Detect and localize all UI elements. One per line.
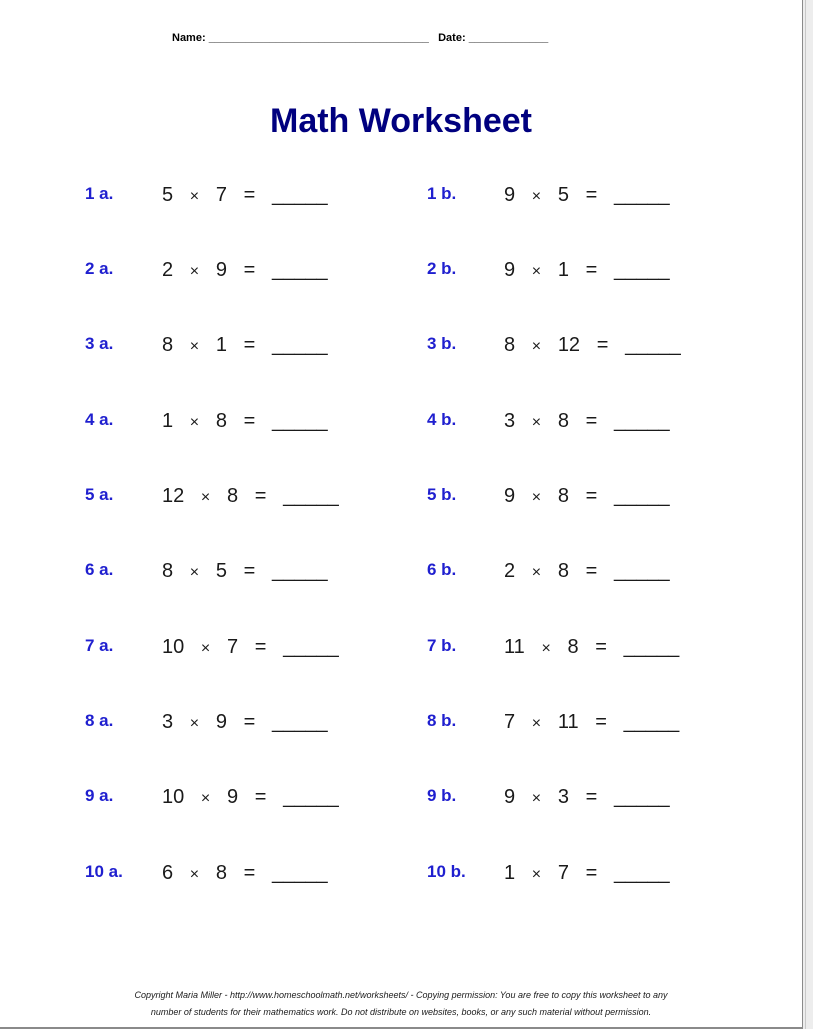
left-operand: 5 bbox=[162, 184, 174, 206]
equals-sign: = bbox=[243, 184, 256, 206]
times-sign: × bbox=[531, 188, 542, 205]
right-operand: 12 bbox=[557, 334, 581, 356]
times-sign: × bbox=[531, 564, 542, 581]
times-sign: × bbox=[189, 564, 200, 581]
equals-sign: = bbox=[585, 560, 598, 582]
problem-label: 9 b. bbox=[427, 786, 457, 805]
answer-blank: _____ bbox=[613, 184, 670, 206]
times-sign: × bbox=[200, 640, 211, 657]
equals-sign: = bbox=[595, 636, 607, 658]
equals-sign: = bbox=[585, 259, 598, 281]
problem-label: 3 b. bbox=[427, 334, 457, 353]
equals-sign: = bbox=[243, 862, 256, 884]
times-sign: × bbox=[189, 263, 200, 280]
footer-line-2: number of students for their mathematics work. Do not distribute on websites, books, or any such material without permission. bbox=[150, 1007, 652, 1017]
left-operand: 9 bbox=[504, 786, 516, 808]
right-operand: 1 bbox=[557, 259, 569, 281]
left-operand: 12 bbox=[162, 485, 185, 507]
answer-blank: _____ bbox=[271, 711, 328, 733]
left-operand: 2 bbox=[162, 259, 174, 281]
answer-blank: _____ bbox=[283, 636, 339, 658]
problem-label: 5 a. bbox=[85, 485, 114, 504]
answer-blank: _____ bbox=[271, 184, 328, 206]
problem-label: 2 a. bbox=[85, 259, 114, 278]
equals-sign: = bbox=[585, 184, 598, 206]
multiplication-expression bbox=[504, 410, 670, 433]
multiplication-expression bbox=[504, 334, 681, 357]
left-operand: 1 bbox=[162, 410, 174, 432]
times-sign: × bbox=[531, 338, 542, 355]
right-operand: 8 bbox=[557, 410, 569, 432]
problem-label: 3 a. bbox=[85, 334, 114, 353]
left-operand: 6 bbox=[162, 862, 174, 884]
multiplication-expression bbox=[504, 636, 679, 659]
left-operand: 10 bbox=[162, 786, 185, 808]
answer-blank: _____ bbox=[271, 862, 328, 884]
right-operand: 11 bbox=[557, 711, 579, 733]
times-sign: × bbox=[189, 715, 200, 732]
times-sign: × bbox=[531, 790, 542, 807]
multiplication-expression bbox=[504, 560, 670, 583]
equals-sign: = bbox=[585, 786, 598, 808]
times-sign: × bbox=[189, 866, 200, 883]
problem-label: 7 b. bbox=[427, 636, 457, 655]
answer-blank: _____ bbox=[271, 560, 328, 582]
equals-sign: = bbox=[243, 711, 256, 733]
name-blank: ____________________________________ bbox=[208, 32, 429, 44]
answer-blank: _____ bbox=[623, 636, 680, 658]
page-title: Math Worksheet bbox=[270, 102, 532, 140]
problem-label: 1 a. bbox=[85, 184, 114, 203]
right-operand: 8 bbox=[226, 485, 239, 507]
left-operand: 8 bbox=[162, 560, 174, 582]
equals-sign: = bbox=[585, 485, 598, 507]
problem-label: 10 a. bbox=[85, 862, 123, 881]
times-sign: × bbox=[531, 263, 542, 280]
left-operand: 9 bbox=[504, 259, 516, 281]
right-operand: 8 bbox=[557, 560, 569, 582]
equals-sign: = bbox=[254, 485, 267, 507]
answer-blank: _____ bbox=[613, 862, 670, 884]
problem-4-b bbox=[0, 410, 802, 440]
problem-label: 8 a. bbox=[85, 711, 114, 730]
date-blank: _____________ bbox=[468, 32, 549, 44]
right-operand: 8 bbox=[567, 636, 579, 658]
problem-label: 4 b. bbox=[427, 410, 457, 429]
problem-10-b bbox=[0, 862, 802, 892]
answer-blank: _____ bbox=[613, 786, 670, 808]
footer-line-1: Copyright Maria Miller - http://www.homeschoolmath.net/worksheets/ - Copying permission: You are free to copy this worksheet to any bbox=[134, 990, 668, 1000]
answer-blank: _____ bbox=[613, 485, 670, 507]
equals-sign: = bbox=[243, 259, 256, 281]
times-sign: × bbox=[531, 715, 542, 732]
multiplication-expression bbox=[504, 485, 670, 508]
left-operand: 8 bbox=[504, 334, 516, 356]
right-operand: 8 bbox=[557, 485, 569, 507]
name-date-header bbox=[172, 32, 548, 44]
answer-blank: _____ bbox=[613, 560, 670, 582]
problem-label: 6 a. bbox=[85, 560, 114, 579]
problem-3-b bbox=[0, 334, 802, 364]
equals-sign: = bbox=[585, 410, 598, 432]
times-sign: × bbox=[189, 188, 200, 205]
equals-sign: = bbox=[585, 862, 598, 884]
right-operand: 8 bbox=[215, 410, 227, 432]
problem-7-b bbox=[0, 636, 802, 666]
right-operand: 5 bbox=[557, 184, 569, 206]
problem-label: 6 b. bbox=[427, 560, 457, 579]
right-operand: 9 bbox=[226, 786, 239, 808]
times-sign: × bbox=[531, 489, 542, 506]
answer-blank: _____ bbox=[613, 410, 670, 432]
left-operand: 3 bbox=[162, 711, 174, 733]
name-label: Name: bbox=[172, 32, 206, 44]
problem-6-b bbox=[0, 560, 802, 590]
times-sign: × bbox=[189, 338, 200, 355]
multiplication-expression bbox=[504, 711, 679, 734]
problem-label: 7 a. bbox=[85, 636, 114, 655]
copyright-footer bbox=[0, 987, 802, 1021]
times-sign: × bbox=[531, 414, 542, 431]
date-label: Date: bbox=[438, 32, 466, 44]
times-sign: × bbox=[200, 489, 211, 506]
problem-label: 5 b. bbox=[427, 485, 457, 504]
left-operand: 8 bbox=[162, 334, 174, 356]
answer-blank: _____ bbox=[283, 786, 339, 808]
multiplication-expression bbox=[504, 862, 670, 885]
problem-8-b bbox=[0, 711, 802, 741]
right-operand: 3 bbox=[557, 786, 569, 808]
equals-sign: = bbox=[243, 334, 256, 356]
equals-sign: = bbox=[254, 786, 267, 808]
equals-sign: = bbox=[254, 636, 267, 658]
left-operand: 11 bbox=[504, 636, 525, 658]
multiplication-expression bbox=[504, 786, 670, 809]
times-sign: × bbox=[189, 414, 200, 431]
equals-sign: = bbox=[595, 711, 607, 733]
problem-label: 10 b. bbox=[427, 862, 466, 881]
times-sign: × bbox=[541, 640, 551, 657]
right-operand: 9 bbox=[215, 259, 227, 281]
answer-blank: _____ bbox=[271, 259, 328, 281]
left-operand: 2 bbox=[504, 560, 516, 582]
left-operand: 9 bbox=[504, 184, 516, 206]
left-operand: 3 bbox=[504, 410, 516, 432]
problem-label: 4 a. bbox=[85, 410, 114, 429]
answer-blank: _____ bbox=[271, 410, 328, 432]
right-operand: 7 bbox=[226, 636, 239, 658]
equals-sign: = bbox=[243, 410, 256, 432]
right-operand: 8 bbox=[215, 862, 227, 884]
problem-label: 1 b. bbox=[427, 184, 457, 203]
right-operand: 7 bbox=[215, 184, 227, 206]
right-operand: 5 bbox=[215, 560, 227, 582]
left-operand: 7 bbox=[504, 711, 516, 733]
times-sign: × bbox=[200, 790, 211, 807]
multiplication-expression bbox=[504, 184, 670, 207]
answer-blank: _____ bbox=[625, 334, 681, 356]
left-operand: 10 bbox=[162, 636, 185, 658]
left-operand: 9 bbox=[504, 485, 516, 507]
equals-sign: = bbox=[596, 334, 609, 356]
problem-1-b bbox=[0, 184, 802, 214]
answer-blank: _____ bbox=[623, 711, 680, 733]
right-operand: 7 bbox=[557, 862, 569, 884]
problem-label: 9 a. bbox=[85, 786, 114, 805]
problem-label: 2 b. bbox=[427, 259, 457, 278]
problem-label: 8 b. bbox=[427, 711, 457, 730]
problem-5-b bbox=[0, 485, 802, 515]
multiplication-expression bbox=[504, 259, 670, 282]
answer-blank: _____ bbox=[271, 334, 328, 356]
right-operand: 9 bbox=[215, 711, 227, 733]
page-right-edge bbox=[802, 0, 813, 1029]
left-operand: 1 bbox=[504, 862, 516, 884]
problem-2-b bbox=[0, 259, 802, 289]
times-sign: × bbox=[531, 866, 542, 883]
right-operand: 1 bbox=[215, 334, 227, 356]
equals-sign: = bbox=[243, 560, 256, 582]
answer-blank: _____ bbox=[283, 485, 339, 507]
problem-9-b bbox=[0, 786, 802, 816]
answer-blank: _____ bbox=[613, 259, 670, 281]
